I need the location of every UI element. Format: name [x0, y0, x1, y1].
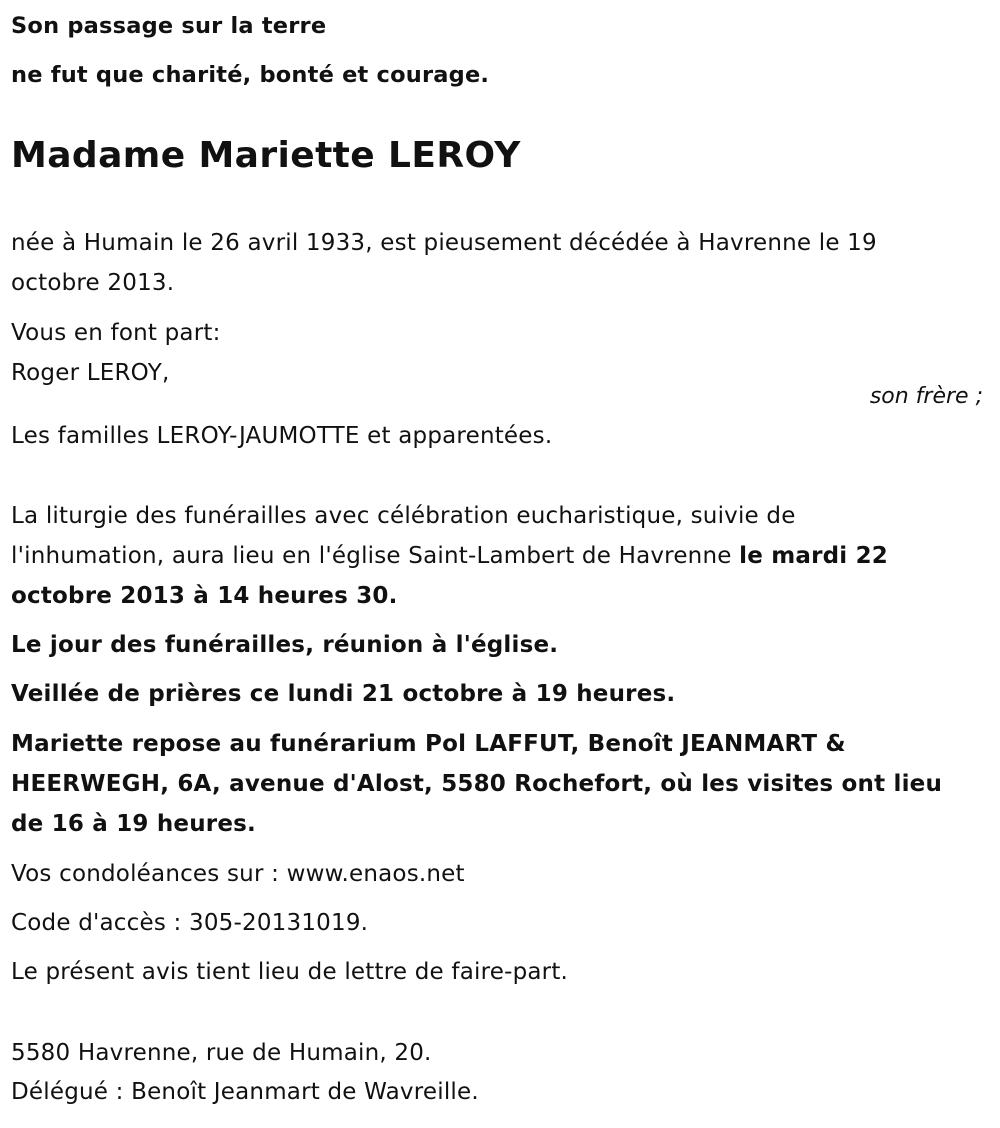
epigraph-line-1: Son passage sur la terre	[11, 13, 327, 39]
repose-line-2: HEERWEGH, 6A, avenue d'Alost, 5580 Rochefort, où les visites ont lieu	[11, 771, 943, 797]
funeral-date-time: octobre 2013 à 14 heures 30.	[11, 583, 398, 609]
epigraph-line-2: ne fut que charité, bonté et courage.	[11, 62, 490, 88]
church-meeting: Le jour des funérailles, réunion à l'église.	[11, 632, 559, 658]
repose-line-3: de 16 à 19 heures.	[11, 811, 256, 837]
funeral-line-2-regular: l'inhumation, aura lieu en l'église Saint-Lambert de Havrenne	[11, 543, 740, 569]
deceased-name: Madame Mariette LEROY	[11, 135, 521, 176]
funeral-line-1: La liturgie des funérailles avec célébration eucharistique, suivie de	[11, 503, 796, 529]
announcers-intro: Vous en font part:	[11, 320, 221, 346]
funeral-line-2	[11, 536, 888, 576]
access-code: Code d'accès : 305-20131019.	[11, 910, 369, 936]
families-line: Les familles LEROY-JAUMOTTE et apparentées.	[11, 423, 553, 449]
prayer-vigil: Veillée de prières ce lundi 21 octobre à 19 heures.	[11, 681, 676, 707]
announcer-relation: son frère ;	[869, 384, 983, 409]
announcer-name: Roger LEROY,	[11, 360, 170, 386]
birth-death-line-1: née à Humain le 26 avril 1933, est pieusement décédée à Havrenne le 19	[11, 230, 877, 256]
condolences-website: Vos condoléances sur : www.enaos.net	[11, 861, 465, 887]
funeral-date-start: le mardi 22	[739, 543, 888, 569]
repose-line-1: Mariette repose au funérarium Pol LAFFUT, Benoît JEANMART &	[11, 731, 846, 757]
faire-part-notice: Le présent avis tient lieu de lettre de faire-part.	[11, 959, 569, 985]
delegate-line: Délégué : Benoît Jeanmart de Wavreille.	[11, 1079, 479, 1105]
address-line: 5580 Havrenne, rue de Humain, 20.	[11, 1040, 432, 1066]
birth-death-line-2: octobre 2013.	[11, 270, 175, 296]
